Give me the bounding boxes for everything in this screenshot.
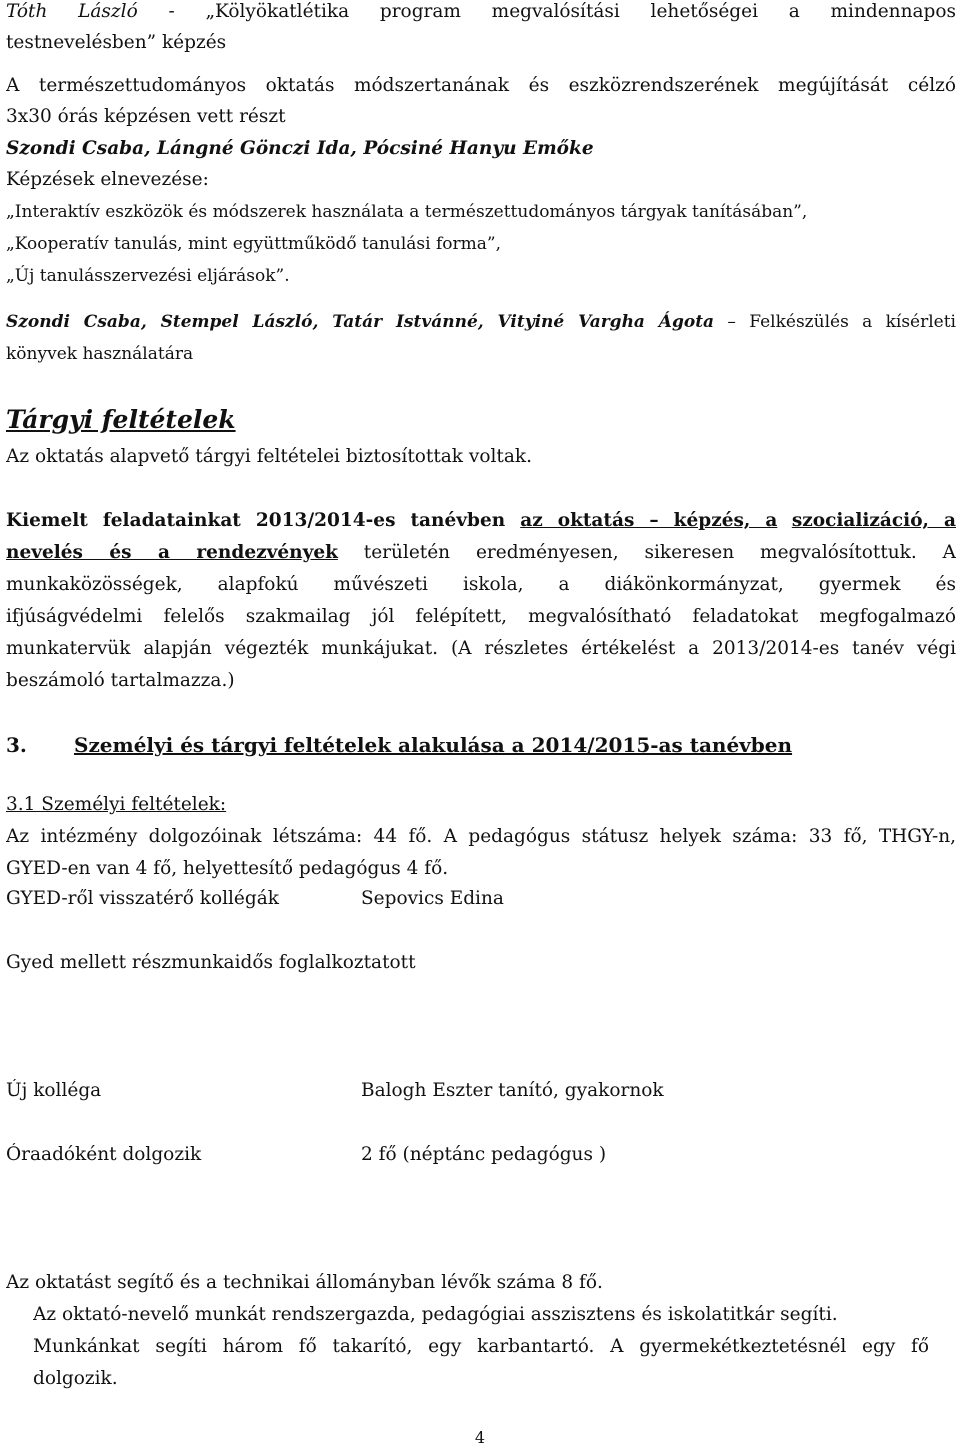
intro-text: A természettudományos oktatás módszertanának és eszközrendszerének megújítását célzó [6, 75, 956, 96]
row-value: Balogh Eszter tanító, gyakornok [361, 1080, 664, 1101]
header-line: Tóth László - „Kölyökatlétika program megvalósítási lehetőségei a mindennapos [6, 1, 956, 22]
row-label: Óraadóként dolgozik [6, 1144, 202, 1165]
prep-people: Szondi Csaba, Stempel László, Tatár Istvánné, Vityiné Vargha Ágota [6, 312, 715, 332]
course-item: „Interaktív eszközök és módszerek használata a természettudományos tárgyak tanításában”, [6, 202, 808, 222]
participants: Szondi Csaba, Lángné Gönczi Ida, Pócsiné Hanyu Emőke [6, 138, 594, 159]
author-name: Tóth László [6, 1, 138, 22]
course-item: „Új tanulásszervezési eljárások”. [6, 266, 290, 286]
tasks-paragraph-line: munkatervük alapján végezték munkájukat. (A részletes értékelést a 2013/2014-es tanév végi [6, 638, 956, 659]
highlight-phrase: az oktatás – képzés, a [520, 510, 778, 531]
staff-row [6, 1079, 956, 1103]
section-heading: Tárgyi feltételek [6, 405, 236, 434]
material-text: Az oktatás alapvető tárgyi feltételei biztosítottak voltak. [6, 446, 532, 467]
staff-row [6, 951, 956, 975]
page-number: 4 [474, 1428, 486, 1447]
prep-title-cont: könyvek használatára [6, 344, 194, 364]
tasks-paragraph-line: ifjúságvédelmi felelős szakmailag jól felépített, megvalósítható feladatokat megfogalmazó [6, 606, 956, 627]
row-label: GYED-ről visszatérő kollégák [6, 888, 279, 909]
tasks-paragraph-line: beszámoló tartalmazza.) [6, 670, 235, 691]
row-label: Új kolléga [6, 1080, 102, 1101]
course-item: „Kooperatív tanulás, mint együttműködő tanulási forma”, [6, 234, 502, 254]
staff-text: Az intézmény dolgozóinak létszáma: 44 fő. A pedagógus státusz helyek száma: 33 fő, THGY-n, [6, 826, 956, 847]
training-title: „Kölyökatlétika program megvalósítási lehetőségei a mindennapos [205, 1, 956, 22]
tasks-paragraph-line: munkaközösségek, alapfokú művészeti iskola, a diákönkormányzat, gyermek és [6, 574, 956, 595]
row-value: 2 fő (néptánc pedagógus ) [361, 1144, 607, 1165]
subsection-heading: 3.1 Személyi feltételek: [6, 794, 227, 815]
highlight-phrase: szocializáció, a [791, 510, 956, 531]
section-number: 3. [6, 733, 27, 757]
prep-title: Felkészülés a kísérleti [749, 312, 956, 332]
support-text: Az oktató-nevelő munkát rendszergazda, pedagógiai asszisztens és iskolatitkár segíti. [33, 1304, 838, 1325]
training-title-cont: testnevelésben” képzés [6, 32, 227, 53]
row-label: Gyed mellett részmunkaidős foglalkoztatott [6, 952, 416, 973]
support-text: Az oktatást segítő és a technikai állományban lévők száma 8 fő. [6, 1272, 603, 1293]
highlight-phrase: nevelés és a rendezvények [6, 542, 338, 563]
section-title: Személyi és tárgyi feltételek alakulása a 2014/2015-as tanévben [74, 733, 793, 757]
course-names-label: Képzések elnevezése: [6, 169, 209, 190]
tasks-paragraph-line: Kiemelt feladatainkat 2013/2014-es tanévben az oktatás – képzés, a szocializáció, a [6, 510, 956, 531]
staff-text: GYED-en van 4 fő, helyettesítő pedagógus 4 fő. [6, 858, 449, 879]
tasks-paragraph-line: nevelés és a rendezvények területén eredményesen, sikeresen megvalósítottuk. A [6, 542, 956, 563]
support-text: Munkánkat segíti három fő takarító, egy karbantartó. A gyermekétkeztetésnél egy fő [33, 1336, 929, 1357]
row-value: Sepovics Edina [361, 888, 504, 909]
staff-row [6, 1143, 956, 1167]
section-3-heading [6, 732, 956, 758]
intro-text-cont: 3x30 órás képzésen vett részt [6, 106, 286, 127]
staff-row [6, 887, 956, 911]
support-text: dolgozik. [33, 1368, 118, 1389]
prep-line: Szondi Csaba, Stempel László, Tatár Istvánné, Vityiné Vargha Ágota – Felkészülés a kísérleti [6, 312, 956, 332]
